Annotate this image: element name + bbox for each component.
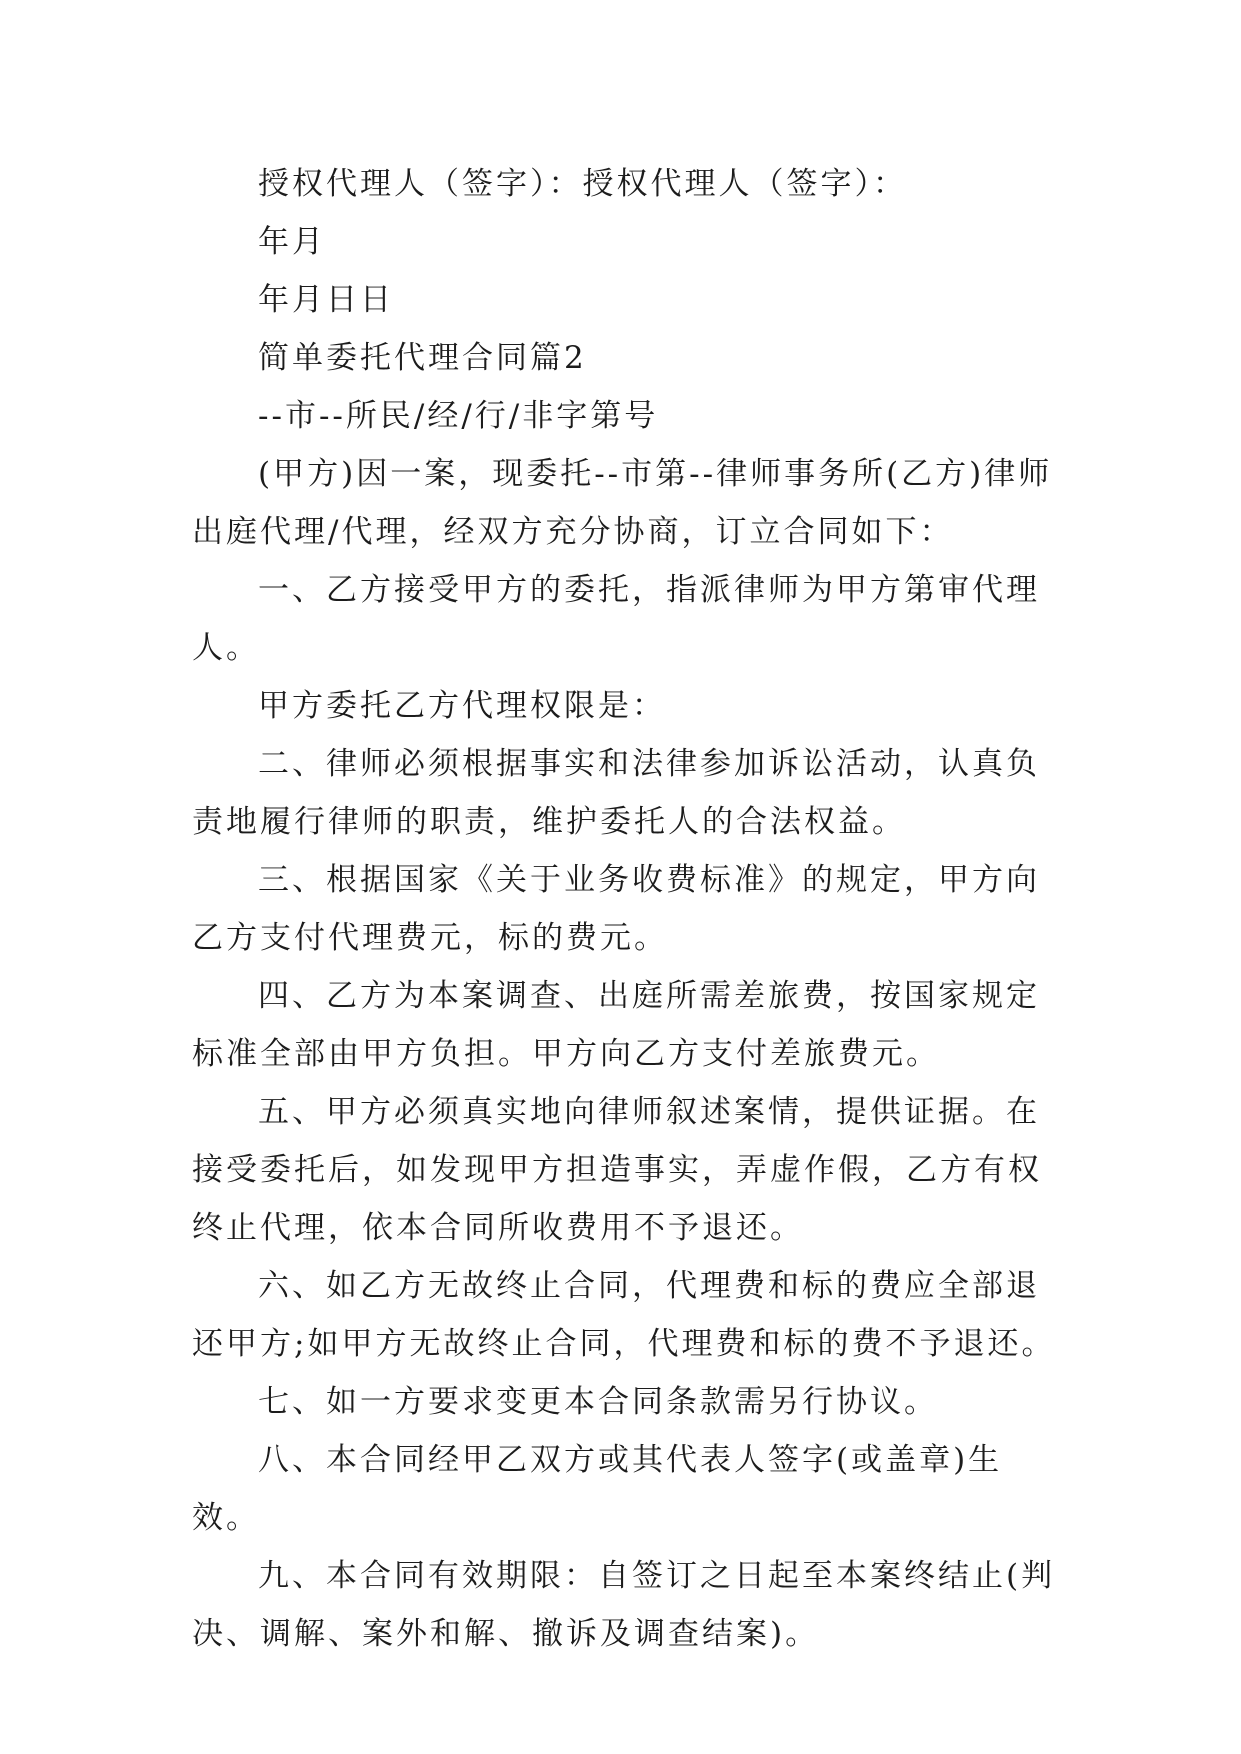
clause-4: 四、乙方为本案调查、出庭所需差旅费，按国家规定标准全部由甲方负担。甲方向乙方支付差旅费元。 bbox=[192, 978, 1040, 1072]
clause-8: 八、本合同经甲乙双方或其代表人签字(或盖章)生效。 bbox=[192, 1442, 1003, 1536]
section-title: 简单委托代理合同篇2 bbox=[258, 340, 587, 376]
clause-6: 六、如乙方无故终止合同，代理费和标的费应全部退还甲方;如甲方无故终止合同，代理费和标的费不予退还。 bbox=[192, 1268, 1056, 1362]
clause-3: 三、根据国家《关于业务收费标准》的规定，甲方向乙方支付代理费元，标的费元。 bbox=[192, 862, 1040, 956]
clause-9: 九、本合同有效期限：自签订之日起至本案终结止(判决、调解、案外和解、撤诉及调查结案)。 bbox=[192, 1558, 1056, 1652]
clause-2: 二、律师必须根据事实和法律参加诉讼活动，认真负责地履行律师的职责，维护委托人的合法权益。 bbox=[192, 746, 1040, 840]
document-number: --市--所民/经/行/非字第号 bbox=[258, 398, 659, 434]
authority-scope: 甲方委托乙方代理权限是： bbox=[258, 688, 666, 724]
clause-7: 七、如一方要求变更本合同条款需另行协议。 bbox=[258, 1384, 938, 1420]
contract-intro: (甲方)因一案，现委托--市第--律师事务所(乙方)律师出庭代理/代理，经双方充分协商，订立合同如下： bbox=[192, 456, 1053, 550]
document-body bbox=[192, 155, 1070, 1663]
date-line-2: 年月日日 bbox=[258, 282, 394, 318]
date-line-1: 年月 bbox=[258, 224, 326, 260]
clause-1: 一、乙方接受甲方的委托，指派律师为甲方第审代理人。 bbox=[192, 572, 1040, 666]
clause-5: 五、甲方必须真实地向律师叙述案情，提供证据。在接受委托后，如发现甲方担造事实，弄虚作假，乙方有权终止代理，依本合同所收费用不予退还。 bbox=[192, 1094, 1042, 1246]
signature-line: 授权代理人（签字）：授权代理人（签字）： bbox=[258, 166, 907, 202]
